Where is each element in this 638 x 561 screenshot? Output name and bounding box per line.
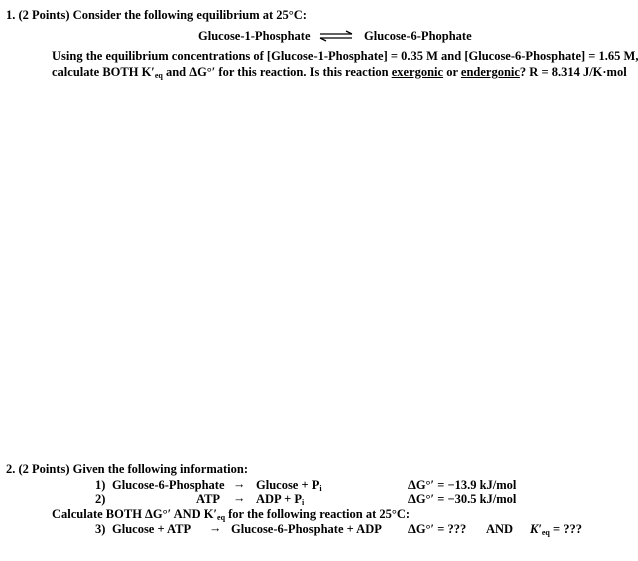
q2-calc-sub: eq	[217, 513, 226, 522]
q2-calc-post: for the following reaction at 25°C:	[225, 507, 411, 521]
r2-right	[256, 492, 304, 507]
q1-line2-sub: eq	[154, 71, 163, 80]
r1-right-sub: i	[319, 484, 322, 493]
endergonic-word: endergonic	[460, 65, 520, 79]
r2-dg: ΔG°′ = −30.5 kJ/mol	[408, 492, 517, 506]
r1-arrow-icon: →	[233, 477, 246, 491]
equilibrium-arrow-icon	[318, 30, 354, 42]
q2-calc-line	[52, 507, 410, 522]
r3-num: 3)	[95, 522, 106, 536]
exergonic-word: exergonic	[391, 65, 444, 79]
r3-k-val: = ???	[549, 522, 582, 536]
r3-k-symbol: K′	[530, 522, 542, 536]
r3-right: Glucose-6-Phosphate + ADP	[231, 522, 382, 536]
r1-num: 1)	[95, 478, 106, 492]
q1-line2-post: ? R = 8.314 J/K·mol	[519, 65, 627, 79]
r3-and: AND	[486, 522, 514, 536]
r2-right-sub: i	[302, 498, 305, 507]
r2-right-text: ADP + P	[256, 492, 303, 506]
r3-k-sub: eq	[541, 528, 550, 537]
r3-dg: ΔG°′ = ???	[408, 522, 467, 536]
r3-arrow-icon: →	[209, 521, 222, 535]
q1-reactant: Glucose-1-Phosphate	[198, 29, 311, 43]
or-word: or	[443, 65, 461, 79]
q1-line2-pre: calculate BOTH K′	[52, 65, 155, 79]
r2-num: 2)	[95, 492, 106, 506]
q1-heading: 1. (2 Points) Consider the following equilibrium at 25°C:	[6, 8, 307, 22]
r2-left: ATP	[196, 492, 221, 506]
q2-heading: 2. (2 Points) Given the following information:	[6, 462, 249, 476]
r3-left: Glucose + ATP	[112, 522, 192, 536]
r2-arrow-icon: →	[233, 491, 246, 505]
r1-dg: ΔG°′ = −13.9 kJ/mol	[408, 478, 517, 492]
q1-line1: Using the equilibrium concentrations of [Glucose-1-Phosphate] = 0.35 M and [Glucose-6-Phosphate] = 1.65 M,	[52, 49, 638, 63]
q1-product: Glucose-6-Phophate	[364, 29, 472, 43]
r1-right-text: Glucose + P	[256, 478, 320, 492]
q1-line2-mid: and ΔG°′ for this reaction. Is this reaction	[162, 65, 392, 79]
q1-line2	[52, 65, 627, 80]
r3-keq	[530, 522, 582, 537]
r1-right	[256, 478, 322, 493]
q2-calc-pre: Calculate BOTH ΔG°′ AND K′	[52, 507, 218, 521]
r1-left: Glucose-6-Phosphate	[112, 478, 225, 492]
